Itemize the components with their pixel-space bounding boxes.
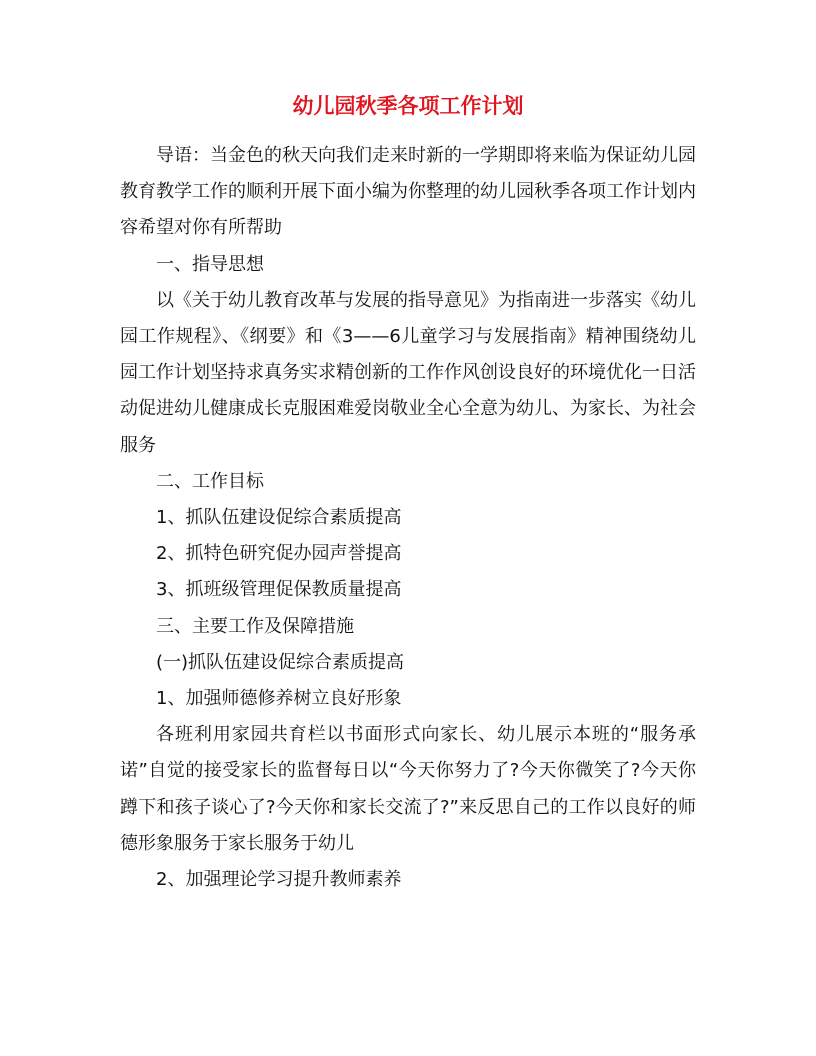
- section-heading-work-goals: 二、工作目标: [156, 470, 264, 492]
- goal-item-2: 2、抓特色研究促办园声誉提高: [156, 543, 402, 565]
- section-heading-guiding-ideology: 一、指导思想: [156, 253, 264, 275]
- ethics-paragraph: 各班利用家园共育栏以书面形式向家长、幼儿展示本班的“服务承诺”自觉的接受家长的监督每日以“今天你努力了?今天你微笑了?今天你蹲下和孩子谈心了?今天你和家长交流了?”来反思自己的工作以良好的师德形象服务于家长服务于幼儿: [120, 724, 696, 854]
- item-heading-ethics: 1、加强师德修养树立良好形象: [156, 688, 402, 710]
- goal-item-3: 3、抓班级管理促保教质量提高: [156, 579, 402, 601]
- subsection-heading-team-building: (一)抓队伍建设促综合素质提高: [156, 651, 405, 673]
- item-heading-theory-study: 2、加强理论学习提升教师素养: [156, 869, 402, 891]
- document-title: 幼儿园秋季各项工作计划: [292, 93, 524, 118]
- document-body: [120, 138, 696, 898]
- section-heading-main-work: 三、主要工作及保障措施: [156, 615, 354, 637]
- goal-item-1: 1、抓队伍建设促综合素质提高: [156, 507, 402, 529]
- guiding-ideology-paragraph: 以《关于幼儿教育改革与发展的指导意见》为指南进一步落实《幼儿园工作规程》、《纲要》和《3——6儿童学习与发展指南》精神围绕幼儿园工作计划坚持求真务实求精创新的工作作风创设良好的环境优化一日活动促进幼儿健康成长克服困难爱岗敬业全心全意为幼儿、为家长、为社会服务: [120, 289, 696, 456]
- intro-paragraph: 导语：当金色的秋天向我们走来时新的一学期即将来临为保证幼儿园教育教学工作的顺利开展下面小编为你整理的幼儿园秋季各项工作计划内容希望对你有所帮助: [120, 145, 696, 239]
